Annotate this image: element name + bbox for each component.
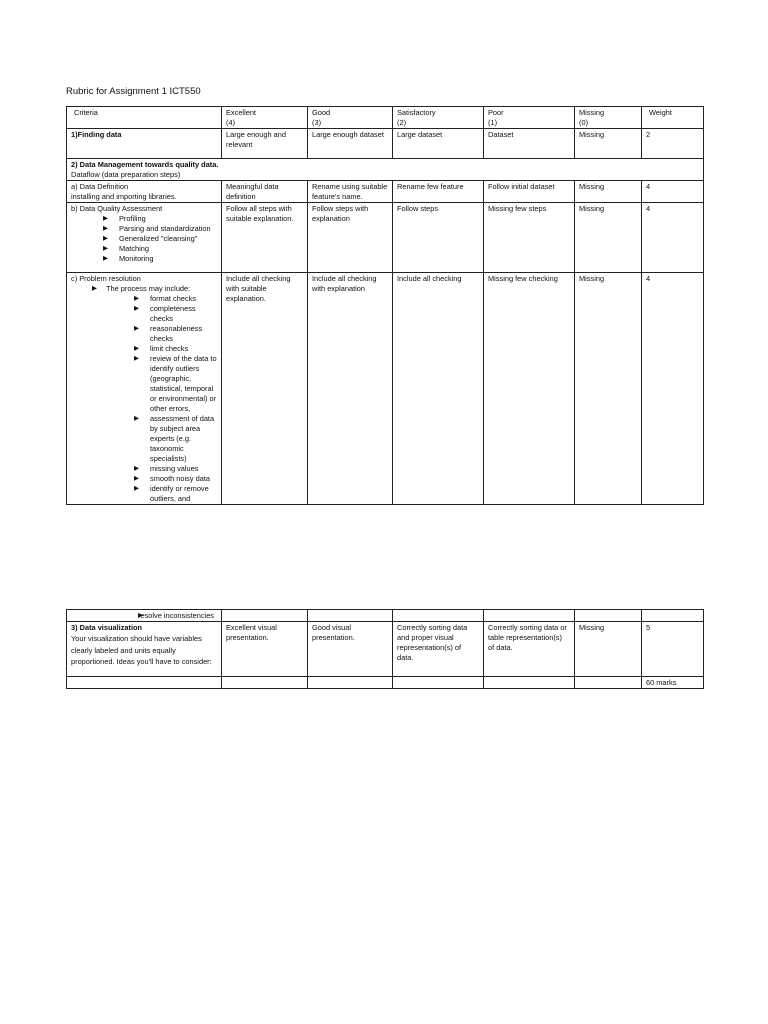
cell-poor: Dataset bbox=[484, 129, 575, 159]
rubric-table bbox=[66, 106, 704, 505]
cell-satisfactory: Include all checking bbox=[393, 273, 484, 505]
cell-weight: 2 bbox=[642, 129, 704, 159]
cell-excellent: Include all checking with suitable explanation. bbox=[222, 273, 308, 505]
cell-poor: Follow initial dataset bbox=[484, 181, 575, 203]
table-row-data-management bbox=[67, 159, 704, 181]
cell-satisfactory: Correctly sorting data and proper visual representation(s) of data. bbox=[393, 622, 484, 677]
total-marks: 60 marks bbox=[642, 677, 704, 689]
criteria-problem-resolution: c) Problem resolution ▶ The process may include: ▶ format checks ▶ completeness checks ▶ reasonableness checks ▶ limit checks ▶ review of the data to identify outliers (geographic, statistical, temporal or environmental) or other errors, ▶ assessment of data by subject area experts (e.g. taxonomic specialists) ▶ missing values ▶ smooth noisy data ▶ identify or remove outliers, and bbox=[67, 273, 222, 505]
table-row-problem-resolution bbox=[67, 273, 704, 505]
list-item: ▶ Generalized "cleansing" bbox=[103, 234, 217, 244]
table-row-continued-item bbox=[67, 610, 704, 622]
table-row-finding-data bbox=[67, 129, 704, 159]
checks-list bbox=[104, 294, 217, 504]
visualization-description: Your visualization should have variables clearly labeled and units equally proportioned. Ideas you'll have to consider: bbox=[71, 634, 212, 666]
criteria-data-quality: b) Data Quality Assessment ▶ Profiling ▶ Parsing and standardization ▶ Generalized "cleansing" ▶ Matching ▶ Monitoring bbox=[67, 203, 222, 273]
list-item: ▶ Monitoring bbox=[103, 254, 217, 264]
list-item: ▶ missing values bbox=[134, 464, 217, 474]
cell-poor: Missing few checking bbox=[484, 273, 575, 505]
cell-weight: 4 bbox=[642, 203, 704, 273]
header-good: Good (3) bbox=[308, 107, 393, 129]
cell-weight: 5 bbox=[642, 622, 704, 677]
cell-good: Good visual presentation. bbox=[308, 622, 393, 677]
cell-good: Follow steps with explanation bbox=[308, 203, 393, 273]
header-weight: Weight bbox=[642, 107, 704, 129]
section-heading: 2) Data Management towards quality data. bbox=[71, 160, 219, 169]
quality-steps-list bbox=[71, 214, 217, 264]
header-criteria: Criteria bbox=[67, 107, 222, 129]
cell-satisfactory: Follow steps bbox=[393, 203, 484, 273]
list-item: ▶ Parsing and standardization bbox=[103, 224, 217, 234]
cell-satisfactory: Rename few feature bbox=[393, 181, 484, 203]
table-row-data-visualization bbox=[67, 622, 704, 677]
header-poor: Poor (1) bbox=[484, 107, 575, 129]
list-item: ▶ identify or remove outliers, and bbox=[134, 484, 217, 504]
criteria-data-definition: a) Data Definition installing and importing libraries. bbox=[67, 181, 222, 203]
cell-excellent: Follow all steps with suitable explanation. bbox=[222, 203, 308, 273]
list-item: ▶ smooth noisy data bbox=[134, 474, 217, 484]
list-item: ▶ assessment of data by subject area experts (e.g. taxonomic specialists) bbox=[134, 414, 217, 464]
document-title: Rubric for Assignment 1 ICT550 bbox=[66, 86, 201, 97]
cell-missing: Missing bbox=[575, 273, 642, 505]
cell-good: Large enough dataset bbox=[308, 129, 393, 159]
section-subheading: Dataflow (data preparation steps) bbox=[71, 170, 181, 179]
header-excellent: Excellent (4) bbox=[222, 107, 308, 129]
header-missing: Missing (0) bbox=[575, 107, 642, 129]
list-item: ▶ Matching bbox=[103, 244, 217, 254]
cell-missing: Missing bbox=[575, 181, 642, 203]
table-row-data-definition bbox=[67, 181, 704, 203]
criteria-finding-data: 1)Finding data bbox=[67, 129, 222, 159]
list-item: ▶ reasonableness checks bbox=[134, 324, 217, 344]
list-item: ▶ The process may include: ▶ format checks ▶ completeness checks ▶ reasonableness checks ▶ limit checks ▶ review of the data to identify outliers (geographic, statistical, temporal or environmental) or other errors, ▶ assessment of data by subject area experts (e.g. taxonomic specialists) ▶ missing values ▶ smooth noisy data ▶ identify or remove outliers, and bbox=[92, 284, 217, 504]
cell-poor: Missing few steps bbox=[484, 203, 575, 273]
list-item: ▶ completeness checks bbox=[134, 304, 217, 324]
cell-weight: 4 bbox=[642, 273, 704, 505]
cell-missing: Missing bbox=[575, 129, 642, 159]
criteria-continued bbox=[67, 610, 222, 622]
process-list bbox=[71, 284, 217, 504]
list-item: ▶ review of the data to identify outliers (geographic, statistical, temporal or environmental) or other errors, bbox=[134, 354, 217, 414]
cell-missing: Missing bbox=[575, 622, 642, 677]
list-item: ▶ Profiling bbox=[103, 214, 217, 224]
table-row-data-quality bbox=[67, 203, 704, 273]
rubric-table-continued bbox=[66, 609, 704, 689]
cell-good: Include all checking with explanation bbox=[308, 273, 393, 505]
cell-excellent: Meaningful data definition bbox=[222, 181, 308, 203]
list-item: ▶ resolve inconsistencies bbox=[123, 611, 217, 621]
checks-list-continued bbox=[71, 611, 217, 621]
table-row-total bbox=[67, 677, 704, 689]
cell-missing: Missing bbox=[575, 203, 642, 273]
cell-satisfactory: Large dataset bbox=[393, 129, 484, 159]
header-satisfactory: Satisfactory (2) bbox=[393, 107, 484, 129]
cell-poor: Correctly sorting data or table representation(s) of data. bbox=[484, 622, 575, 677]
section-data-management bbox=[67, 159, 704, 181]
criteria-data-visualization: 3) Data visualization Your visualization should have variables clearly labeled and units equally proportioned. Ideas you'll have to consider: bbox=[67, 622, 222, 677]
cell-good: Rename using suitable feature's name. bbox=[308, 181, 393, 203]
header-row bbox=[67, 107, 704, 129]
cell-weight: 4 bbox=[642, 181, 704, 203]
cell-excellent: Large enough and relevant bbox=[222, 129, 308, 159]
list-item: ▶ limit checks bbox=[134, 344, 217, 354]
cell-excellent: Excellent visual presentation. bbox=[222, 622, 308, 677]
list-item: ▶ format checks bbox=[134, 294, 217, 304]
